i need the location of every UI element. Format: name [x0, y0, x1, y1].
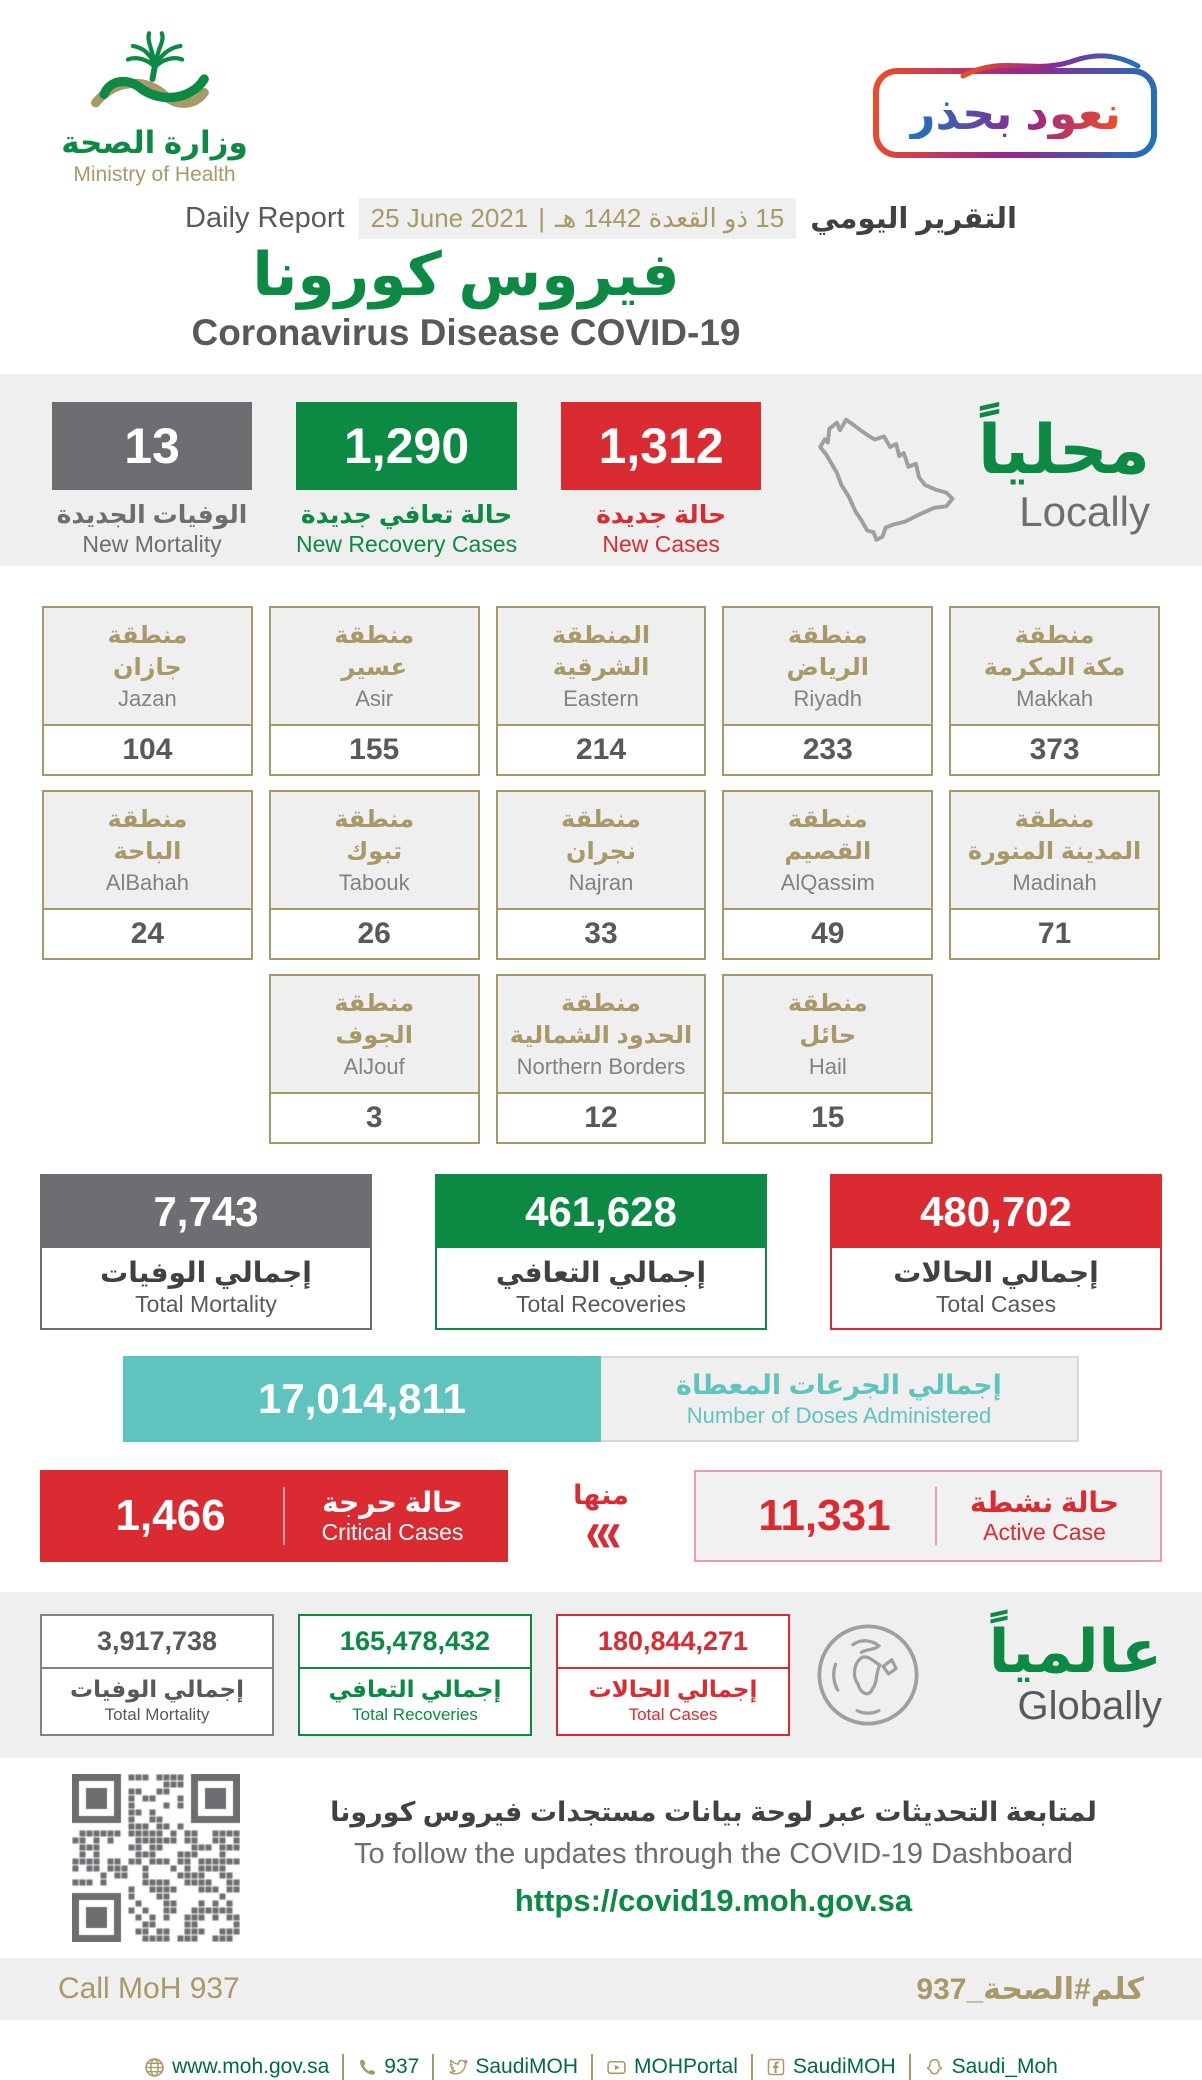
- critical-cases-label-en: Critical Cases: [321, 1519, 464, 1545]
- call-moh-label-ar: كلم#الصحة_937: [916, 1972, 1144, 2006]
- moh-logo: [52, 18, 257, 187]
- chevrons-left-icon: ‹‹‹: [585, 1496, 617, 1565]
- global-recoveries-card: [298, 1614, 532, 1736]
- footer-item-phone[interactable]: [357, 2055, 419, 2079]
- region-en-name: Riyadh: [793, 685, 863, 711]
- footer-item-snapchat[interactable]: [924, 2055, 1058, 2079]
- region-card-tabouk: [269, 790, 480, 960]
- region-en-name: Northern Borders: [516, 1053, 686, 1079]
- locally-heading: [978, 402, 1150, 536]
- new-cases-label-en: New Cases: [602, 531, 720, 557]
- twitter-icon: [447, 2057, 468, 2078]
- critical-cases-label-ar: حالة حرجة: [322, 1487, 463, 1518]
- total-mortality-label-ar: إجمالي الوفيات: [100, 1257, 312, 1288]
- critical-active-row: [40, 1470, 1162, 1565]
- totals-row: [0, 1144, 1202, 1330]
- region-card-alqassim: [722, 790, 933, 960]
- region-ar-line2: تبوك: [346, 837, 403, 865]
- globally-heading-en: Globally: [1017, 1683, 1162, 1728]
- region-card-makkah: [949, 606, 1160, 776]
- global-recoveries-value: 165,478,432: [300, 1616, 530, 1669]
- region-ar-line2: مكة المكرمة: [983, 653, 1126, 681]
- total-recoveries-label-en: Total Recoveries: [515, 1291, 687, 1317]
- footer-item-website[interactable]: [144, 2055, 329, 2079]
- region-en-name: Asir: [355, 685, 394, 711]
- footer-item-facebook[interactable]: [766, 2055, 896, 2079]
- report-line: [0, 198, 1202, 239]
- active-cases-value: 11,331: [758, 1491, 891, 1540]
- return-with-caution-badge: [873, 68, 1157, 158]
- region-value: 155: [271, 726, 478, 774]
- doses-label-en: Number of Doses Administered: [686, 1402, 992, 1428]
- total-recoveries-value: 461,628: [437, 1176, 765, 1248]
- saudi-arabia-map-icon: [805, 406, 957, 558]
- total-recoveries-card: [435, 1174, 767, 1330]
- dashboard-section: [72, 1774, 1142, 1942]
- region-ar-line1: منطقة: [787, 990, 868, 1018]
- region-ar-line2: عسير: [341, 653, 407, 681]
- logo-arabic-name: وزارة الصحة: [61, 125, 248, 160]
- total-mortality-value: 7,743: [42, 1176, 370, 1248]
- dashboard-line-ar: لمتابعة التحديثات عبر لوحة بيانات مستجدات فيروس كورونا: [330, 1797, 1097, 1827]
- region-ar-line2: الحدود الشمالية: [509, 1021, 693, 1049]
- region-en-name: Makkah: [1016, 685, 1094, 711]
- footer-item-label: SaudiMOH: [792, 2055, 896, 2078]
- locally-section: [0, 374, 1202, 566]
- palm-tree-icon: [60, 18, 250, 118]
- total-mortality-label-en: Total Mortality: [135, 1291, 277, 1317]
- of-which-label: منها: [573, 1479, 629, 1510]
- global-mortality-label-ar: إجمالي الوفيات: [70, 1676, 244, 1702]
- date-separator: |: [538, 203, 545, 233]
- global-cases-card: [556, 1614, 790, 1736]
- global-cases-label-ar: إجمالي الحالات: [588, 1676, 758, 1702]
- doses-label-ar: إجمالي الجرعات المعطاة: [676, 1369, 1002, 1400]
- global-recoveries-label-en: Total Recoveries: [352, 1705, 478, 1724]
- total-cases-label-ar: إجمالي الحالات: [893, 1257, 1099, 1288]
- globe-icon: [814, 1621, 922, 1729]
- new-recoveries-label-en: New Recovery Cases: [296, 531, 518, 557]
- separator: [591, 2054, 593, 2080]
- doses-value: 17,014,811: [123, 1356, 601, 1442]
- total-cases-value: 480,702: [832, 1176, 1160, 1248]
- youtube-icon: [606, 2057, 627, 2078]
- title-block: [0, 243, 1067, 354]
- region-value: 15: [724, 1094, 931, 1142]
- region-ar-line2: الشرقية: [552, 653, 650, 681]
- region-ar-line1: منطقة: [1014, 622, 1095, 650]
- call-moh-label-en: Call MoH 937: [58, 1972, 240, 2005]
- region-ar-line2: نجران: [566, 837, 636, 865]
- region-value: 12: [498, 1094, 705, 1142]
- global-cases-label-en: Total Cases: [628, 1705, 718, 1724]
- new-cases-label-ar: حالة جديدة: [596, 501, 727, 529]
- total-cases-label-en: Total Cases: [935, 1291, 1057, 1317]
- region-ar-line1: منطقة: [107, 806, 188, 834]
- total-cases-card: [830, 1174, 1162, 1330]
- qr-code: [72, 1774, 240, 1942]
- region-card-aljouf: [269, 974, 480, 1144]
- globally-heading: [988, 1617, 1162, 1729]
- region-en-name: AlJouf: [343, 1053, 405, 1079]
- region-ar-line2: الجوف: [335, 1021, 413, 1049]
- phone-icon: [357, 2057, 377, 2077]
- region-en-name: Tabouk: [338, 869, 410, 895]
- page-title-en: Coronavirus Disease COVID-19: [191, 312, 741, 353]
- locally-heading-ar: محلياً: [977, 412, 1150, 488]
- region-card-albahah: [42, 790, 253, 960]
- new-mortality-value: 13: [52, 402, 252, 490]
- globe-icon: [144, 2057, 165, 2078]
- region-card-madinah: [949, 790, 1160, 960]
- region-value: 33: [498, 910, 705, 958]
- active-cases-label-ar: حالة نشطة: [969, 1487, 1120, 1518]
- active-cases-box: [694, 1470, 1162, 1562]
- region-card-northern-borders: [496, 974, 707, 1144]
- dashboard-line-en: To follow the updates through the COVID-19 Dashboard: [354, 1838, 1073, 1870]
- locally-heading-en: Locally: [1019, 488, 1150, 535]
- doses-label: [601, 1356, 1079, 1442]
- region-value: 71: [951, 910, 1158, 958]
- footer-item-label: www.moh.gov.sa: [172, 2055, 330, 2078]
- report-date: [359, 198, 797, 239]
- footer-item-twitter[interactable]: [447, 2055, 578, 2079]
- call-moh-bar: [0, 1958, 1202, 2020]
- region-value: 24: [44, 910, 251, 958]
- region-ar-line1: منطقة: [334, 990, 415, 1018]
- region-ar-line2: المدينة المنورة: [967, 837, 1142, 865]
- region-ar-line1: منطقة: [1014, 806, 1095, 834]
- header: [0, 0, 1202, 188]
- facebook-icon: [766, 2057, 786, 2077]
- region-card-najran: [496, 790, 707, 960]
- new-mortality-label-en: New Mortality: [82, 531, 222, 557]
- new-mortality-stat: [52, 402, 252, 558]
- region-ar-line2: الباحة: [113, 837, 182, 865]
- new-recoveries-stat: [296, 402, 517, 558]
- global-mortality-label-en: Total Mortality: [104, 1705, 210, 1724]
- footer-item-youtube[interactable]: [606, 2055, 738, 2079]
- region-card-asir: [269, 606, 480, 776]
- new-recoveries-value: 1,290: [296, 402, 517, 490]
- region-ar-line2: القصيم: [784, 837, 872, 865]
- footer-contacts: [0, 2054, 1202, 2080]
- active-cases-label-en: Active Case: [983, 1519, 1106, 1545]
- new-mortality-label-ar: الوفيات الجديدة: [56, 501, 248, 529]
- footer-item-label: SaudiMOH: [475, 2055, 579, 2078]
- global-recoveries-label-ar: إجمالي التعافي: [328, 1676, 502, 1702]
- new-recoveries-label-ar: حالة تعافي جديدة: [300, 501, 513, 529]
- region-en-name: Najran: [568, 869, 634, 895]
- region-en-name: Jazan: [118, 685, 177, 711]
- badge-swoosh-icon: [958, 52, 1143, 82]
- region-ar-line1: المنطقة: [551, 622, 651, 650]
- total-mortality-card: [40, 1174, 372, 1330]
- daily-report-label: Daily Report: [185, 202, 345, 234]
- region-value: 104: [44, 726, 251, 774]
- new-cases-stat: [561, 402, 761, 558]
- new-cases-value: 1,312: [561, 402, 761, 490]
- date-hijri: 15 ذو القعدة 1442 هـ: [554, 203, 785, 233]
- region-card-hail: [722, 974, 933, 1144]
- region-en-name: AlQassim: [780, 869, 875, 895]
- date-gregorian: 25 June 2021: [370, 203, 529, 233]
- region-en-name: Hail: [808, 1053, 847, 1079]
- critical-cases-box: [40, 1470, 508, 1562]
- critical-cases-value: 1,466: [115, 1491, 226, 1540]
- footer-item-label: Saudi_Moh: [951, 2055, 1058, 2078]
- page-title-ar: فيروس كورونا: [252, 241, 680, 308]
- separator: [432, 2054, 434, 2080]
- region-ar-line2: الرياض: [786, 653, 870, 681]
- region-en-name: Madinah: [1012, 869, 1097, 895]
- doses-bar: [123, 1356, 1079, 1442]
- region-ar-line1: منطقة: [107, 622, 188, 650]
- region-ar-line2: حائل: [799, 1021, 857, 1049]
- logo-english-name: Ministry of Health: [73, 163, 236, 186]
- global-cases-value: 180,844,271: [558, 1616, 788, 1669]
- region-value: 233: [724, 726, 931, 774]
- footer-item-label: 937: [384, 2055, 420, 2078]
- region-value: 26: [271, 910, 478, 958]
- region-value: 214: [498, 726, 705, 774]
- dashboard-url-link[interactable]: https://covid19.moh.gov.sa: [514, 1883, 913, 1918]
- daily-report-label-ar: التقرير اليومي: [810, 203, 1017, 235]
- of-which-indicator: [508, 1479, 694, 1565]
- region-value: 49: [724, 910, 931, 958]
- total-recoveries-label-ar: إجمالي التعافي: [495, 1257, 707, 1288]
- region-value: 373: [951, 726, 1158, 774]
- region-card-jazan: [42, 606, 253, 776]
- footer-item-label: MOHPortal: [634, 2055, 738, 2078]
- region-ar-line1: منطقة: [334, 806, 415, 834]
- globally-section: [0, 1592, 1202, 1758]
- region-ar-line1: منطقة: [334, 622, 415, 650]
- region-card-riyadh: [722, 606, 933, 776]
- separator: [909, 2054, 911, 2080]
- regions-grid: [0, 566, 1202, 1144]
- snapchat-icon: [924, 2057, 945, 2078]
- separator: [342, 2054, 344, 2080]
- region-card-eastern: [496, 606, 707, 776]
- region-en-name: AlBahah: [105, 869, 189, 895]
- region-ar-line1: منطقة: [561, 806, 641, 834]
- global-mortality-card: [40, 1614, 274, 1736]
- region-ar-line1: منطقة: [787, 622, 868, 650]
- region-ar-line1: منطقة: [561, 990, 641, 1018]
- region-ar-line1: منطقة: [787, 806, 868, 834]
- separator: [751, 2054, 753, 2080]
- badge-text: نعود بحذر: [909, 87, 1121, 139]
- region-en-name: Eastern: [563, 685, 639, 711]
- region-value: 3: [271, 1094, 478, 1142]
- globally-heading-ar: عالمياً: [988, 1617, 1162, 1685]
- region-ar-line2: جازان: [112, 653, 182, 681]
- global-mortality-value: 3,917,738: [42, 1616, 272, 1669]
